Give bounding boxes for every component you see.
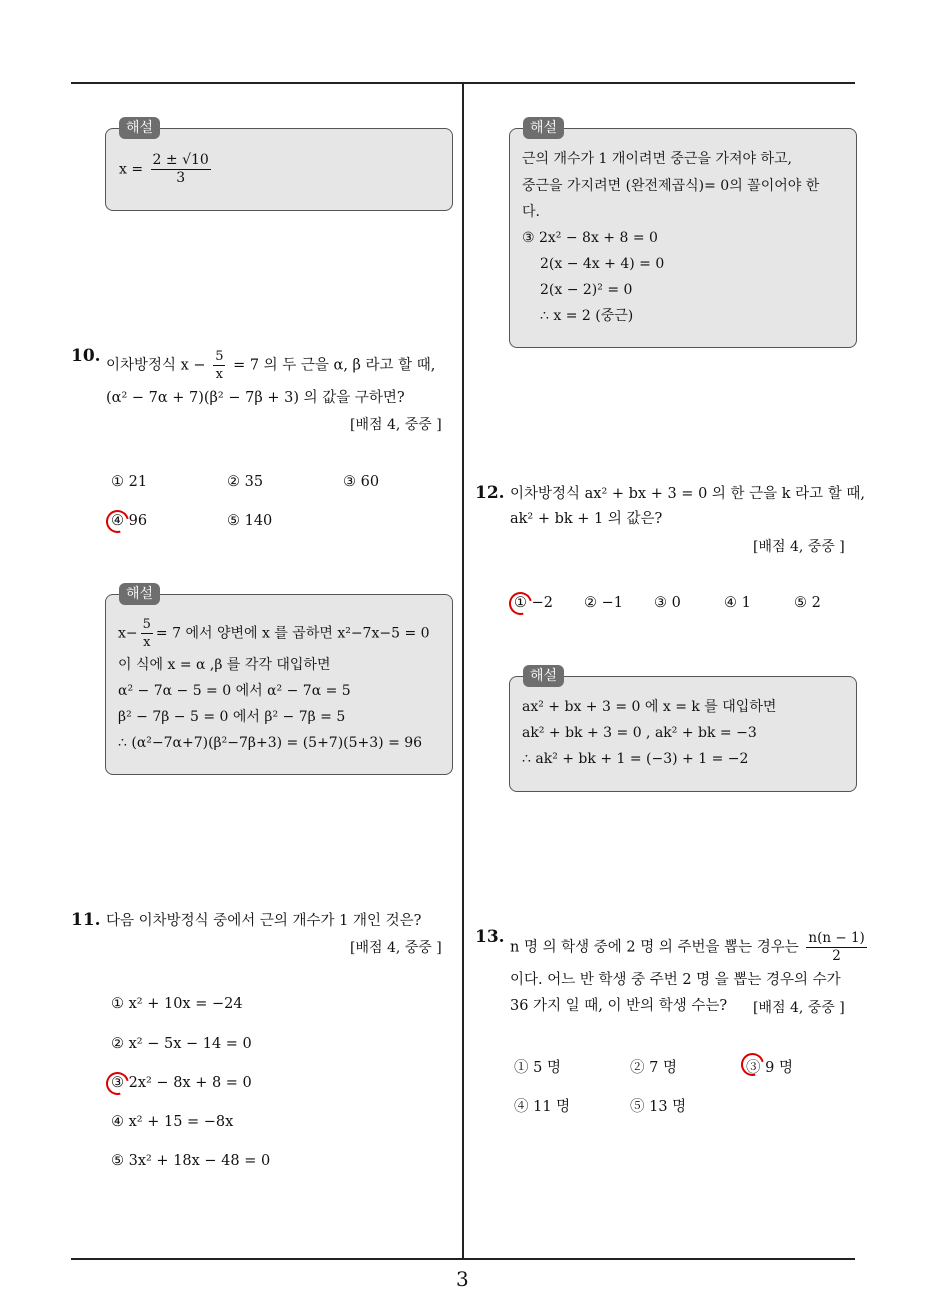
q12-option-2[interactable]: ② −1 [584,595,623,611]
question-11-text: 다음 이차방정식 중에서 근의 개수가 1 개인 것은? [106,913,422,929]
question-12-line1: 이차방정식 ax² + bx + 3 = 0 의 한 근을 k 라고 할 때, [510,486,866,502]
q12-option-4[interactable]: ④ 1 [724,595,751,611]
answer-circle-mark [102,1068,133,1099]
solution-line-3: α² − 7α − 5 = 0 에서 α² − 7α = 5 [118,683,351,699]
q10-option-1[interactable]: ① 21 [111,474,148,490]
q12-option-1[interactable]: ① −2 [514,595,553,611]
solution-line-3: ∴ ak² + bk + 1 = (−3) + 1 = −2 [522,751,749,767]
q11-option-5[interactable]: ⑤ 3x² + 18x − 48 = 0 [111,1153,271,1169]
solution-line-5: ∴ (α²−7α+7)(β²−7β+3) = (5+7)(5+3) = 96 [118,735,423,751]
question-13-line3: 36 가지 일 때, 이 반의 학생 수는? [510,998,728,1014]
solution-line-1: ax² + bx + 3 = 0 에 x = k 를 대입하면 [522,699,777,715]
q13-option-3[interactable]: ③ 9 명 [746,1060,793,1076]
q13-option-2[interactable]: ② 7 명 [630,1060,677,1076]
solution-line-7: ∴ x = 2 (중근) [540,308,634,324]
question-number-13: 13. [475,927,505,947]
question-number-12: 12. [475,483,505,503]
question-12-meta: [배점 4, 중중 ] [753,539,845,555]
q11-option-3[interactable]: ③ 2x² − 8x + 8 = 0 [111,1075,252,1091]
question-13-line2: 이다. 어느 반 학생 중 주번 2 명 을 뽑는 경우의 수가 [510,972,841,988]
q13-option-5[interactable]: ⑤ 13 명 [630,1099,687,1115]
solution-line-2: 이 식에 x = α ,β 를 각각 대입하면 [118,657,331,673]
solution-line-4: β² − 7β − 5 = 0 에서 β² − 7β = 5 [118,709,346,725]
q13-option-1[interactable]: ① 5 명 [514,1060,561,1076]
solution-line-6: 2(x − 2)² = 0 [540,282,633,298]
bottom-rule [71,1258,855,1260]
q12-option-5[interactable]: ⑤ 2 [794,595,821,611]
q13-option-4[interactable]: ④ 11 명 [514,1099,571,1115]
question-10-line1: 이차방정식 x − $\frac{5}{x}$ = 7 의 두 근을 α, β 라고 할 때, [106,349,436,382]
question-10-meta: [배점 4, 중중 ] [350,417,442,433]
question-13-meta: [배점 4, 중중 ] [753,1000,845,1016]
solution-line-1: x− $\frac{5}{x}$ = 7 에서 양변에 x 를 곱하면 x²−7x−5 = 0 [118,617,430,650]
solution-tag: 해설 [523,117,564,139]
q12-option-3[interactable]: ③ 0 [654,595,681,611]
question-11-meta: [배점 4, 중중 ] [350,940,442,956]
question-number-11: 11. [71,910,101,930]
solution-line-2: ak² + bk + 3 = 0 , ak² + bk = −3 [522,725,757,741]
q10-option-3[interactable]: ③ 60 [343,474,380,490]
solution-formula: x = $\frac{2 \pm √10}{3}$ [119,152,209,186]
solution-tag: 해설 [119,117,160,139]
question-12-line2: ak² + bk + 1 의 값은? [510,511,663,527]
q10-option-5[interactable]: ⑤ 140 [227,513,273,529]
page-number: 3 [456,1267,469,1291]
q11-option-2[interactable]: ② x² − 5x − 14 = 0 [111,1036,252,1052]
q10-option-4[interactable]: ④ 96 [111,513,148,529]
column-divider [462,83,464,1259]
solution-line-2: 중근을 가지려면 (완전제곱식)= 0의 꼴이어야 한 [522,178,820,194]
question-13-line1: n 명 의 학생 중에 2 명 의 주번을 뽑는 경우는 $\frac{n(n - 1)}{2}$ [510,930,865,964]
q11-option-1[interactable]: ① x² + 10x = −24 [111,996,243,1012]
answer-circle-mark [102,506,133,537]
q10-option-2[interactable]: ② 35 [227,474,264,490]
solution-line-1: 근의 개수가 1 개이려면 중근을 가져야 하고, [522,151,792,167]
solution-tag: 해설 [523,665,564,687]
question-number-10: 10. [71,346,101,366]
solution-line-3: 다. [522,204,540,220]
solution-line-4: ③ 2x² − 8x + 8 = 0 [522,230,658,246]
question-10-line2: (α² − 7α + 7)(β² − 7β + 3) 의 값을 구하면? [106,390,405,406]
solution-line-5: 2(x − 4x + 4) = 0 [540,256,665,272]
answer-circle-mark [505,588,536,619]
solution-tag: 해설 [119,583,160,605]
q11-option-4[interactable]: ④ x² + 15 = −8x [111,1114,234,1130]
